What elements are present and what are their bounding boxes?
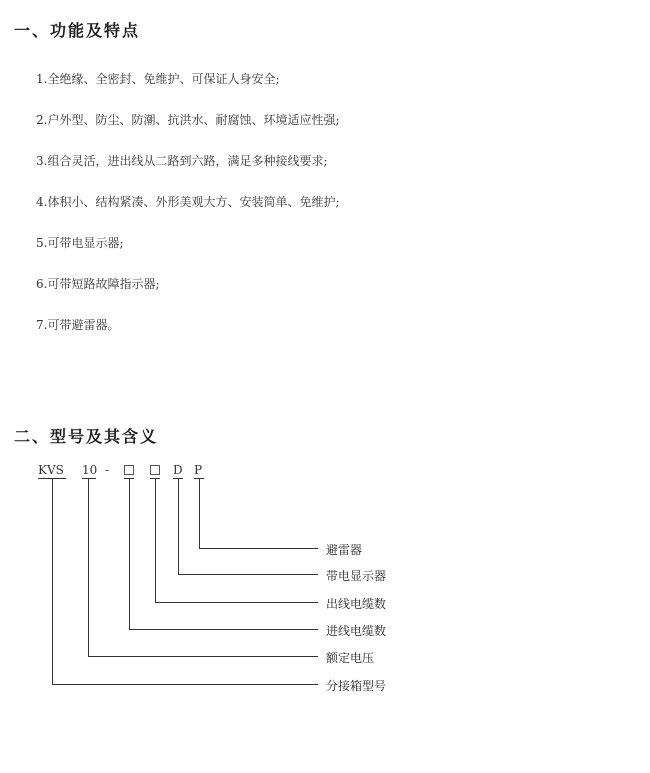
model-dash: -	[105, 463, 110, 477]
connector-prefix	[53, 479, 319, 685]
legend-box-model: 分接箱型号	[326, 679, 387, 693]
feature-item: 6.可带短路故障指示器;	[36, 277, 160, 291]
legend-rated-voltage: 额定电压	[326, 651, 375, 665]
model-d-suffix: D	[173, 463, 183, 477]
legend-arrester: 避雷器	[326, 543, 363, 557]
connector-in	[130, 479, 319, 630]
legend-incoming-cables: 进线电缆数	[326, 624, 387, 638]
connector-p	[200, 479, 319, 549]
connector-out	[156, 479, 319, 603]
model-prefix: KVS	[38, 463, 64, 477]
model-p-suffix: P	[194, 463, 203, 477]
feature-item: 4.体积小、结构紧凑、外形美观大方、安装简单、免维护;	[36, 195, 340, 209]
legend-outgoing-cables: 出线电缆数	[326, 597, 387, 611]
feature-item: 2.户外型、防尘、防潮、抗洪水、耐腐蚀、环境适应性强;	[36, 113, 340, 127]
section-title-features: 一、功能及特点	[14, 21, 141, 40]
legend-live-indicator: 带电显示器	[326, 569, 387, 583]
model-voltage: 10	[82, 463, 98, 477]
feature-item: 1.全绝缘、全密封、免维护、可保证人身安全;	[36, 72, 280, 86]
feature-item: 5.可带电显示器;	[36, 236, 124, 250]
feature-item: 7.可带避雷器。	[36, 318, 120, 332]
feature-item: 3.组合灵活，进出线从二路到六路，满足多种接线要求;	[36, 154, 328, 168]
section-title-model: 二、型号及其含义	[14, 427, 159, 446]
